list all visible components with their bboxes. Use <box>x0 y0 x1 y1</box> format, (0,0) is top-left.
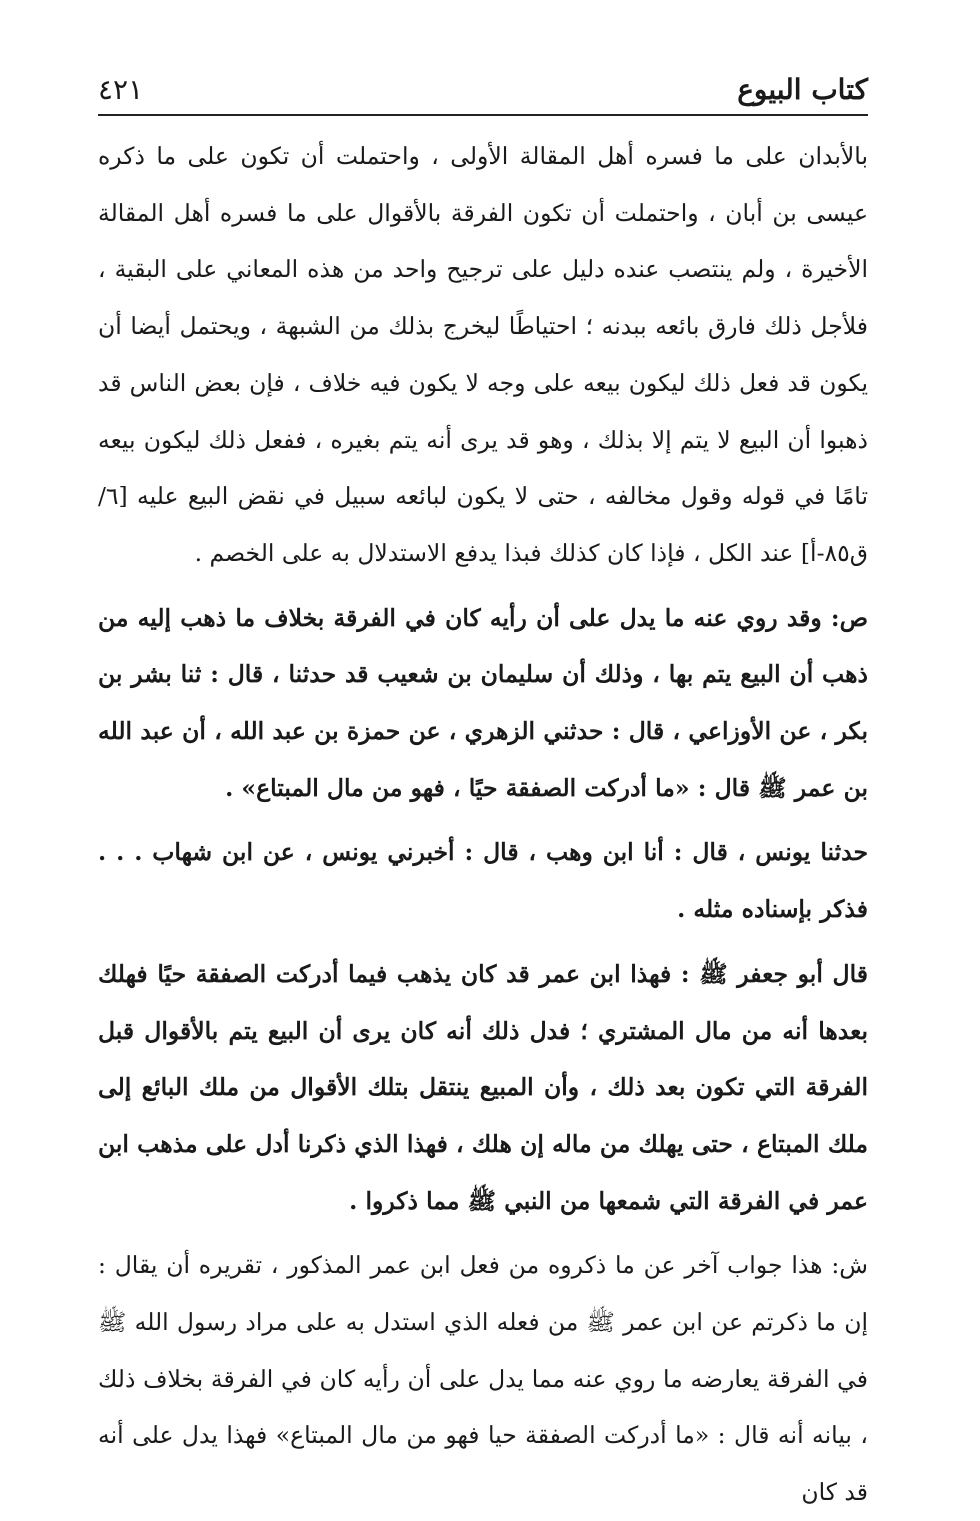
paragraph-commentary: بالأبدان على ما فسره أهل المقالة الأولى ، واحتملت أن تكون على ما ذكره عيسى بن أبان ، واحتملت أن تكون الفرقة بالأقوال على ما فسره أهل المقالة الأخيرة ، ولم ينتصب عنده دليل على ترجيح واحد من هذه المعاني على البقية ، فلأجل ذلك فارق بائعه ببدنه ؛ احتياطًا ليخرج بذلك من الشبهة ، ويحتمل أيضا أن يكون قد فعل ذلك ليكون بيعه على وجه لا يكون فيه خلاف ، فإن بعض الناس قد ذهبوا أن البيع لا يتم إلا بذلك ، وهو قد يرى أنه يتم بغيره ، ففعل ذلك ليكون بيعه تامًا في قوله وقول مخالفه ، حتى لا يكون لبائعه سبيل في نقض البيع عليه [٦/ ق٨٥-أ] عند الكل ، فإذا كان كذلك فبذا يدفع الاستدلال به على الخصم . <box>98 142 868 567</box>
page-number: ٤٢١ <box>98 73 144 106</box>
page-header <box>98 58 868 116</box>
paragraph-matn-narration: ص: وقد روي عنه ما يدل على أن رأيه كان في الفرقة بخلاف ما ذهب إليه من ذهب أن البيع يتم بها ، وذلك أن سليمان بن شعيب قد حدثنا ، قال : ثنا بشر بن بكر ، عن الأوزاعي ، قال : حدثني الزهري ، عن حمزة بن عبد الله ، أن عبد الله بن عمر ﷺ قال : «ما أدركت الصفقة حيًا ، فهو من مال المبتاع» . <box>98 603 868 802</box>
paragraph-matn-isnad: حدثنا يونس ، قال : أنا ابن وهب ، قال : أخبرني يونس ، عن ابن شهاب . . . فذكر بإسناده مثله . <box>98 838 868 924</box>
page-body <box>98 128 868 1521</box>
paragraph-sharh: ش: هذا جواب آخر عن ما ذكروه من فعل ابن عمر المذكور ، تقريره أن يقال : إن ما ذكرتم عن ابن عمر ﷺ من فعله الذي استدل به على مراد رسول الله ﷺ في الفرقة يعارضه ما روي عنه مما يدل على أن رأيه كان في الفرقة بخلاف ذلك ، بيانه أنه قال : «ما أدركت الصفقة حيا فهو من مال المبتاع» فهذا يدل على أنه قد كان <box>98 1251 868 1507</box>
book-title: كتاب البيوع <box>737 73 868 106</box>
paragraph-matn-abu-jafar: قال أبو جعفر ﷺ : فهذا ابن عمر قد كان يذهب فيما أدركت الصفقة حيًا فهلك بعدها أنه من مال المشتري ؛ فدل ذلك أنه كان يرى أن البيع يتم بالأقوال قبل الفرقة التي تكون بعد ذلك ، وأن المبيع ينتقل بتلك الأقوال من ملك البائع إلى ملك المبتاع ، حتى يهلك من ماله إن هلك ، فهذا الذي ذكرنا أدل على مذهب ابن عمر في الفرقة التي شمعها من النبي ﷺ مما ذكروا . <box>98 959 868 1215</box>
